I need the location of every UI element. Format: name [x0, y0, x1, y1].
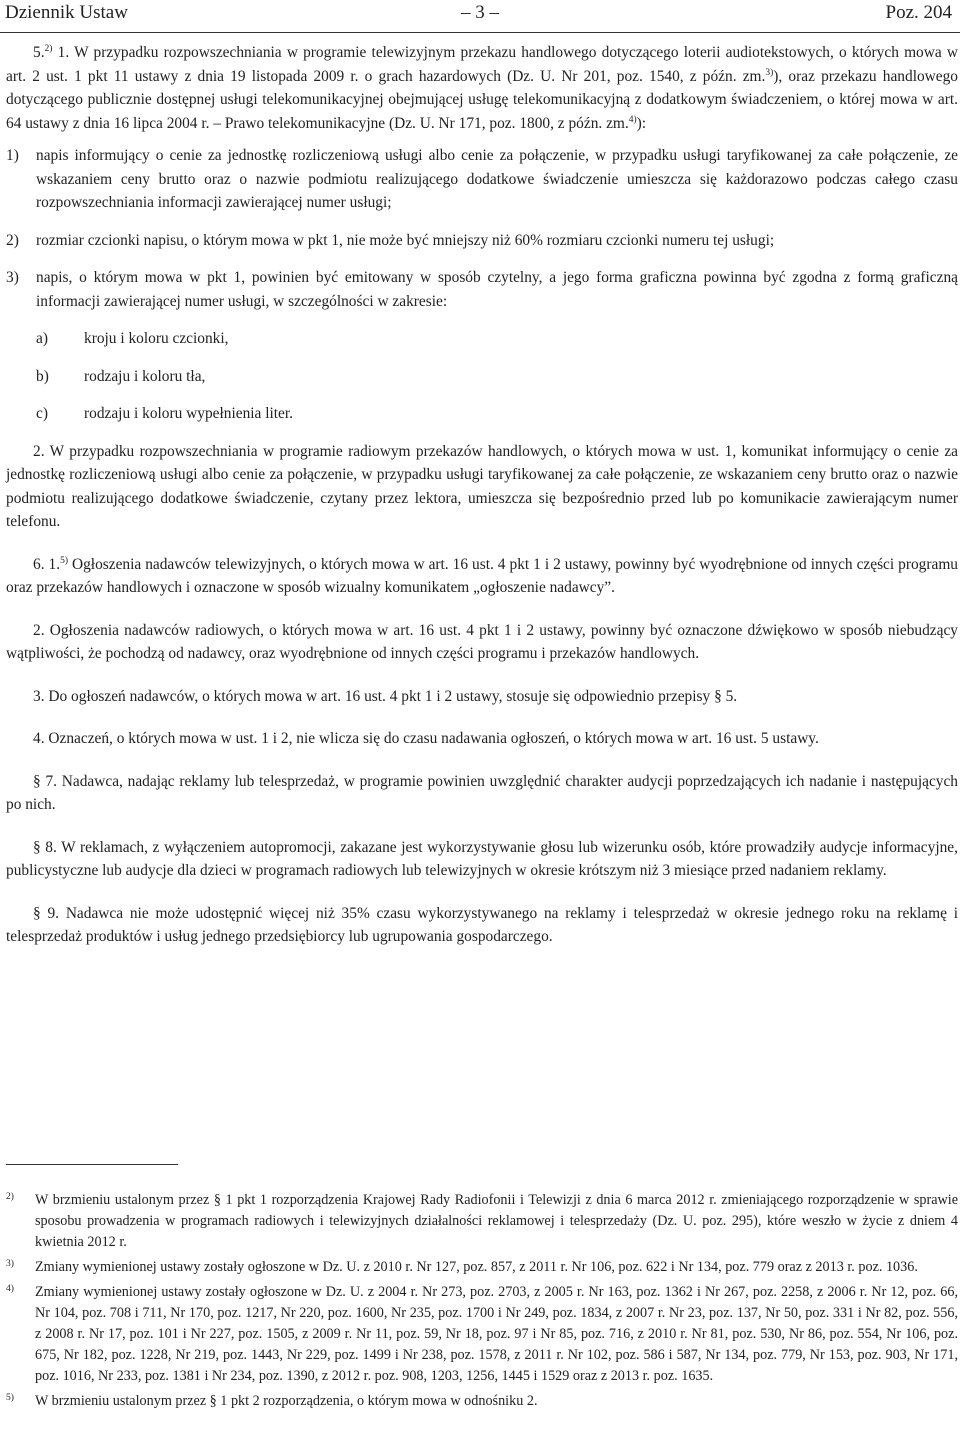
list-item-text: rozmiar czcionki napisu, o którym mowa w pkt 1, nie może być mniejszy niż 60% rozmiaru czcionki numeru tej usługi; — [36, 231, 775, 249]
sub-list-item-letter: a) — [36, 330, 48, 347]
footnote-text: W brzmieniu ustalonym przez § 1 pkt 2 rozporządzenia, o którym mowa w odnośniku 2. — [35, 1393, 538, 1409]
paragraph-text: 1. W przypadku rozpowszechniania w programie telewizyjnym przekazu handlowego dotyczącego loterii audiotekstowych, o których mowa w art. 2 ust. 1 pkt 11 ustawy z dnia 19 listopada 2009 r. o grach hazardowych (Dz. U. Nr 201, poz. 1540, z późn. zm. — [6, 44, 958, 85]
footnote-text: W brzmieniu ustalonym przez § 1 pkt 1 rozporządzenia Krajowej Rady Radiofonii i Telewizji z dnia 6 marca 2012 r. zmieniającego rozporządzenie w sprawie sposobu prowadzenia w programach radiowych i telewizyjnych działalności reklamowej i telesprzedaży (Dz. U. poz. 295), które weszło w życie z dniem 4 kwietnia 2012 r. — [35, 1192, 958, 1250]
list-item-text: napis informujący o cenie za jednostkę rozliczeniową usługi albo cenie za połączenie, w przypadku usługi taryfikowanej za całe połączenie, ze wskazaniem ceny brutto oraz o nazwie podmiotu realizującego dodatkowe świadczenie umieszcza się każdorazowo podczas całego czasu rozpowszechniania informacji zawierającej numer usługi; — [36, 147, 958, 211]
footnote-divider — [6, 1164, 178, 1165]
sub-list-item — [36, 402, 958, 426]
paragraph-6-4: 4. Oznaczeń, o których mowa w ust. 1 i 2, nie wlicza się do czasu nadawania ogłoszeń, o których mowa w art. 16 ust. 5 ustawy. — [33, 730, 819, 747]
list-item-number: 1) — [6, 147, 19, 164]
paragraph-5-2: 2. W przypadku rozpowszechniania w programie radiowym przekazów handlowych, o których mowa w ust. 1, komunikat informujący o cenie za jednostkę rozliczeniową usługi albo cenie za połączenie, w przypadku usługi taryfikowanej za całe połączenie, ze wskazaniem ceny brutto oraz o nazwie podmiotu realizującego dodatkowe świadczenie, czytany przez lektora, umieszcza się bezpośrednio przed lub po komunikacie zawierającym numer telefonu. — [6, 442, 958, 530]
paragraph-text: ): — [636, 114, 647, 132]
sub-list-item-letter: b) — [36, 367, 49, 385]
footnote-ref: 4) — [628, 114, 637, 125]
footnote-mark: 5) — [6, 1393, 14, 1403]
sub-list-item — [36, 327, 958, 351]
paragraph-6-2: 2. Ogłoszenia nadawców radiowych, o których mowa w art. 16 ust. 4 pkt 1 i 2 ustawy, powinny być oznaczone dźwiękowo w sposób niebudzący wątpliwości, że pochodzą od nadawcy, oraz wyodrębnione od innych części programu i przekazów handlowych. — [6, 621, 958, 662]
sub-list-item-letter: c) — [36, 405, 48, 422]
position-number: Poz. 204 — [885, 2, 952, 23]
footnote — [6, 1190, 958, 1253]
paragraph-6-1 — [6, 553, 958, 600]
paragraph-text: Ogłoszenia nadawców telewizyjnych, o których mowa w art. 16 ust. 4 pkt 1 i 2 ustawy, powinny być wyodrębnione od innych części programu oraz przekazów handlowych i oznaczone w sposób wizualny komunikatem „ogłoszenie nadawcy”. — [6, 555, 958, 596]
page-number: – 3 – — [461, 2, 499, 23]
footnote-ref: 5) — [60, 555, 68, 566]
journal-title: Dziennik Ustaw — [5, 2, 128, 23]
main-content — [6, 41, 958, 968]
footnote — [6, 1282, 958, 1387]
list-item-number: 3) — [6, 269, 19, 286]
section-marker: 5. — [33, 44, 45, 61]
list-item — [6, 144, 958, 215]
paragraph-5-1 — [6, 41, 958, 135]
paragraph-8: § 8. W reklamach, z wyłączeniem autopromocji, zakazane jest wykorzystywanie głosu lub wizerunku osób, które prowadziły audycje informacyjne, publicystyczne lub audycje dla dzieci w programach radiowych lub telewizyjnych w okresie krótszym niż 3 miesiące przed nadaniem reklamy. — [6, 838, 958, 879]
footnote-mark: 4) — [6, 1284, 14, 1294]
sub-list-item-text: kroju i koloru czcionki, — [84, 330, 229, 347]
sub-list-item-text: rodzaju i koloru tła, — [84, 367, 206, 385]
footnote-mark: 3) — [6, 1259, 14, 1269]
footnote-text: Zmiany wymienionej ustawy zostały ogłoszone w Dz. U. z 2004 r. Nr 273, poz. 2703, z 2005 r. Nr 163, poz. 1362 i Nr 267, poz. 2258, z 2006 r. Nr 12, poz. 66, Nr 104, poz. 708 i 711, Nr 170, poz. 1217, Nr 220, poz. 1600, Nr 235, poz. 1700 i Nr 249, poz. 1834, z 2007 r. Nr 23, poz. 137, Nr 50, poz. 331 i Nr 82, poz. 556, z 2008 r. Nr 17, poz. 101 i Nr 227, poz. 1505, z 2009 r. Nr 11, poz. 59, Nr 18, poz. 97 i Nr 85, poz. 716, z 2010 r. Nr 81, poz. 530, Nr 86, poz. 554, Nr 106, poz. 675, Nr 182, poz. 1228, Nr 219, poz. 1443, Nr 229, poz. 1499 i Nr 238, poz. 1578, z 2011 r. Nr 102, poz. 586 i 587, Nr 134, poz. 779, Nr 153, poz. 903, Nr 171, poz. 1016, Nr 233, poz. 1381 i Nr 234, poz. 1390, z 2012 r. poz. 908, 1203, 1256, 1445 i 1529 oraz z 2013 r. poz. 1635. — [35, 1284, 958, 1384]
paragraph-6-3: 3. Do ogłoszeń nadawców, o których mowa w art. 16 ust. 4 pkt 1 i 2 ustawy, stosuje się odpowiednio przepisy § 5. — [33, 687, 738, 705]
footnote-ref: 2) — [44, 43, 53, 54]
paragraph-7: § 7. Nadawca, nadając reklamy lub telesprzedaż, w programie powinien uwzględnić charakter audycji poprzedzających ich nadanie i następujących po nich. — [6, 772, 958, 813]
footnotes — [6, 1190, 958, 1416]
footnote-mark: 2) — [6, 1192, 14, 1202]
footnote — [6, 1391, 958, 1412]
sub-list-item-text: rodzaju i koloru wypełnienia liter. — [84, 405, 293, 422]
footnote — [6, 1257, 958, 1278]
paragraph-text: ), oraz przekazu handlowego dotyczącego publicznie dostępnej usługi telekomunikacyjnej obejmującej usługę telekomunikacyjną z dodatkowym świadczeniem, o której mowa w art. 64 ustawy z dnia 16 lipca 2004 r. – Prawo telekomunikacyjne (Dz. U. Nr 171, poz. 1800, z późn. zm. — [6, 67, 959, 132]
list-item-text: napis, o którym mowa w pkt 1, powinien być emitowany w sposób czytelny, a jego forma graficzna powinna być zgodna z formą graficzną informacji zawierającej numer usługi, w szczególności w zakresie: — [36, 269, 958, 310]
list-item — [6, 229, 958, 253]
paragraph-9: § 9. Nadawca nie może udostępnić więcej niż 35% czasu wykorzystywanego na reklamy i telesprzedaż w okresie jednego roku na reklamę i telesprzedaż produktów i usług jednego przedsiębiorcy lub ugrupowania gospodarczego. — [6, 904, 958, 945]
footnote-ref: 3) — [765, 67, 774, 78]
sub-list-item — [36, 365, 958, 389]
list-item-number: 2) — [6, 231, 19, 249]
section-marker: 6. 1. — [33, 555, 61, 573]
list-item — [6, 266, 958, 313]
footnote-text: Zmiany wymienionej ustawy zostały ogłoszone w Dz. U. z 2010 r. Nr 127, poz. 857, z 2011 r. Nr 106, poz. 622 i Nr 134, poz. 779 oraz z 2013 r. poz. 1036. — [35, 1259, 918, 1275]
page-header — [0, 0, 960, 33]
